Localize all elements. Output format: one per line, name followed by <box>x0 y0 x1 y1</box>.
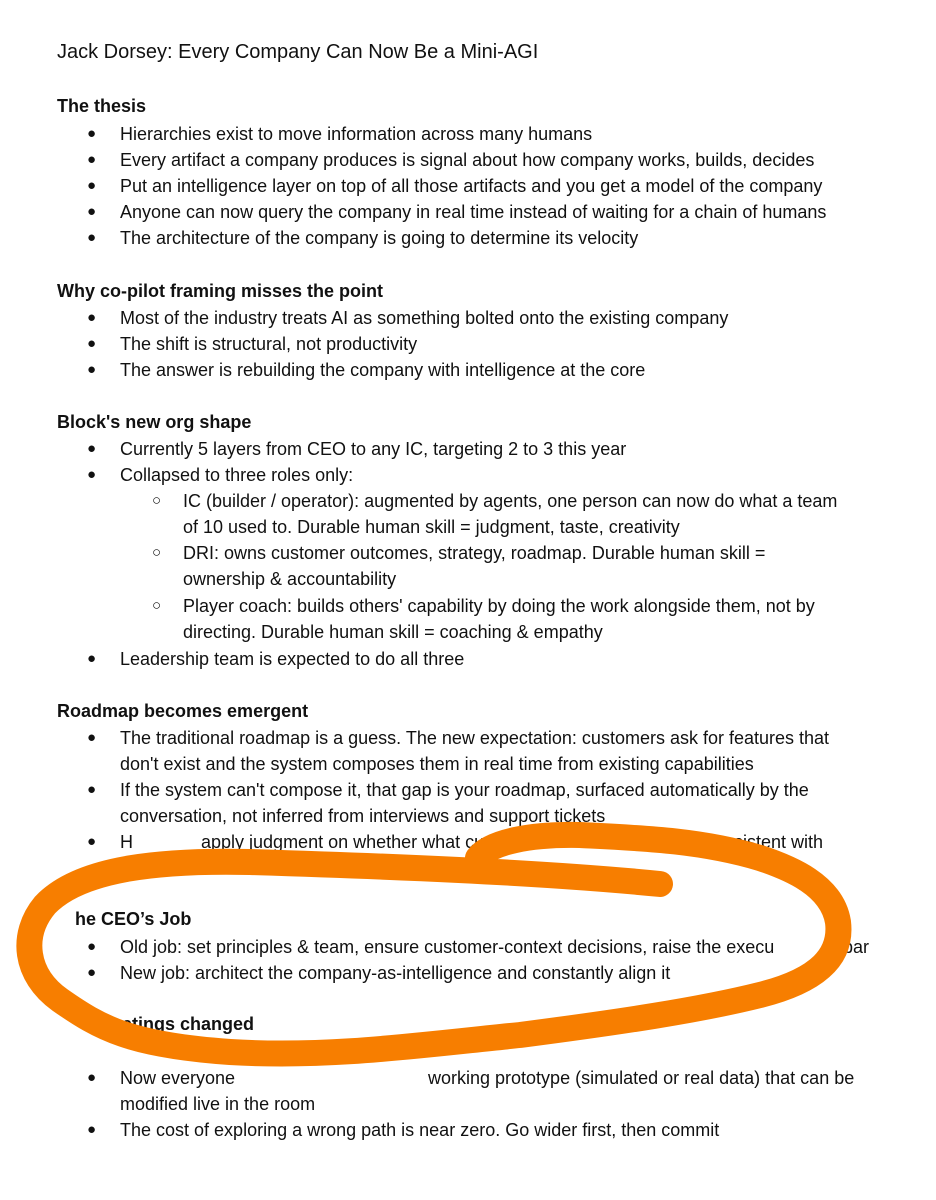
list-item-continued: conversation, not inferred from interviews and support tickets <box>120 806 606 826</box>
section-heading-roadmap: Roadmap becomes emergent <box>57 701 309 721</box>
bullet-dot: ● <box>87 466 97 483</box>
list-item: Currently 5 layers from CEO to any IC, targeting 2 to 3 this year <box>120 439 627 459</box>
list-item: Hierarchies exist to move information across many humans <box>120 124 593 144</box>
bullet-dot: ● <box>87 203 97 220</box>
list-item: Collapsed to three roles only: <box>120 465 354 485</box>
bullet-dot: ● <box>87 177 97 194</box>
bullet-dot: ● <box>87 833 97 850</box>
sub-list-item-continued: of 10 used to. Durable human skill = judgment, taste, creativity <box>183 517 680 537</box>
list-item: The traditional roadmap is a guess. The new expectation: customers ask for features that <box>120 728 830 748</box>
sub-bullet-circle: ○ <box>152 597 162 614</box>
sub-list-item-continued: ownership & accountability <box>183 569 397 589</box>
list-item: Old job: set principles & team, ensure customer-context decisions, raise the execu <box>120 937 775 957</box>
sub-bullet-circle: ○ <box>152 544 162 561</box>
section-heading-meetings: etings changed <box>122 1014 255 1034</box>
list-item: The architecture of the company is going to determine its velocity <box>120 228 639 248</box>
sub-list-item: DRI: owns customer outcomes, strategy, roadmap. Durable human skill = <box>183 543 766 563</box>
section-heading-org-shape: Block's new org shape <box>57 412 252 432</box>
section-heading-thesis: The thesis <box>57 96 147 116</box>
list-item: Leadership team is expected to do all three <box>120 649 465 669</box>
bullet-dot: ● <box>87 729 97 746</box>
list-item: The cost of exploring a wrong path is near zero. Go wider first, then commit <box>120 1120 720 1140</box>
bullet-dot: ● <box>87 938 97 955</box>
list-item-fragment: working prototype (simulated or real data) that can be <box>428 1068 855 1088</box>
sub-list-item: Player coach: builds others' capability by doing the work alongside them, not by <box>183 596 815 616</box>
section-heading-copilot: Why co-pilot framing misses the point <box>57 281 384 301</box>
section-heading-ceo-job: he CEO’s Job <box>75 909 192 929</box>
sub-list-item: IC (builder / operator): augmented by agents, one person can now do what a team <box>183 491 838 511</box>
list-item-fragment: apply judgment on whether what cu <box>201 832 485 852</box>
list-item: Anyone can now query the company in real time instead of waiting for a chain of humans <box>120 202 827 222</box>
list-item-continued: modified live in the room <box>120 1094 316 1114</box>
bullet-dot: ● <box>87 1121 97 1138</box>
list-item: The shift is structural, not productivity <box>120 334 418 354</box>
bullet-dot: ● <box>87 229 97 246</box>
sub-bullet-circle: ○ <box>152 492 162 509</box>
bullet-dot: ● <box>87 1069 97 1086</box>
bullet-dot: ● <box>87 650 97 667</box>
list-item: If the system can't compose it, that gap is your roadmap, surfaced automatically by the <box>120 780 809 800</box>
list-item: Put an intelligence layer on top of all those artifacts and you get a model of the company <box>120 176 823 196</box>
bullet-dot: ● <box>87 781 97 798</box>
bullet-dot: ● <box>87 440 97 457</box>
bullet-dot: ● <box>87 125 97 142</box>
bullet-dot: ● <box>87 335 97 352</box>
document-title: Jack Dorsey: Every Company Can Now Be a Mini-AGI <box>57 41 539 63</box>
sub-list-item-continued: directing. Durable human skill = coaching & empathy <box>183 622 603 642</box>
list-item-fragment: H <box>120 832 133 852</box>
list-item-continued: don't exist and the system composes them in real time from existing capabilities <box>120 754 754 774</box>
bullet-dot: ● <box>87 309 97 326</box>
bullet-dot: ● <box>87 151 97 168</box>
list-item-fragment: bar <box>843 937 870 957</box>
list-item-fragment: consistent with <box>705 832 824 852</box>
bullet-dot: ● <box>87 964 97 981</box>
list-item: The answer is rebuilding the company with intelligence at the core <box>120 360 646 380</box>
list-item-fragment: Now everyone <box>120 1068 236 1088</box>
list-item: Most of the industry treats AI as something bolted onto the existing company <box>120 308 729 328</box>
list-item: New job: architect the company-as-intelligence and constantly align it <box>120 963 671 983</box>
bullet-dot: ● <box>87 361 97 378</box>
list-item: Every artifact a company produces is signal about how company works, builds, decides <box>120 150 815 170</box>
